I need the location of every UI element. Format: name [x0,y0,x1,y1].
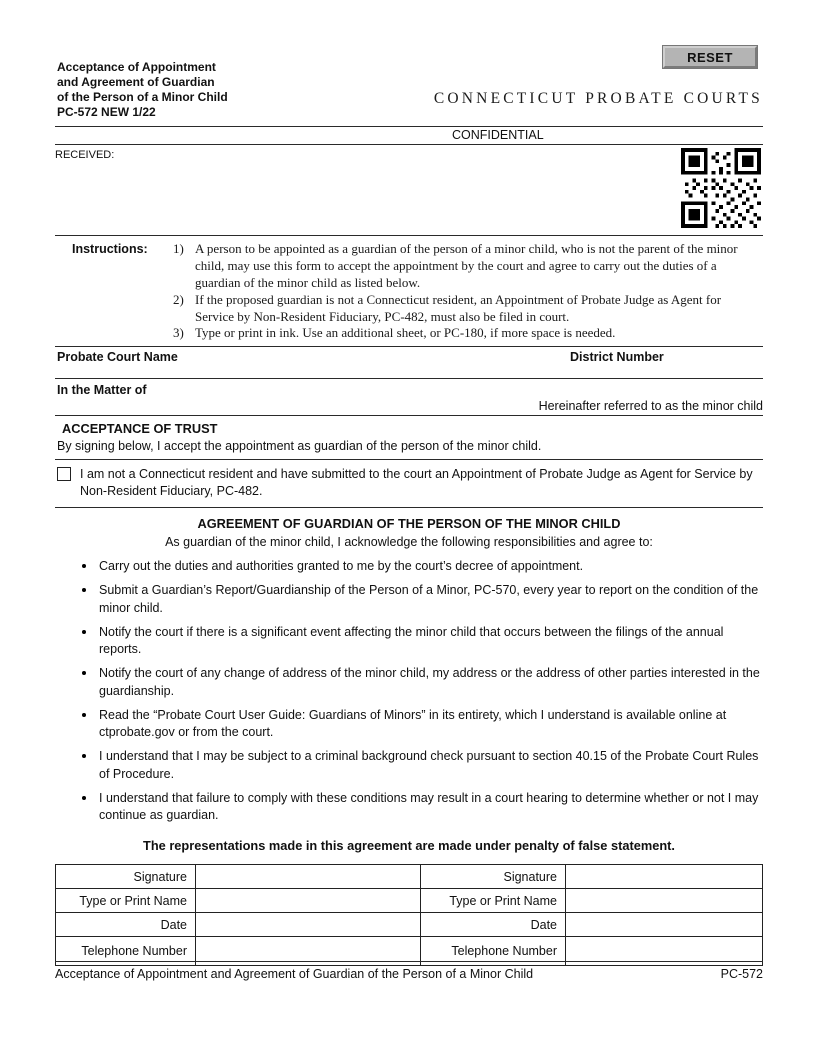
list-item [82,748,761,783]
form-title-line: Acceptance of Appointment [57,60,216,74]
in-the-matter-of-label: In the Matter of [57,383,147,398]
bullet-icon [82,796,86,800]
print-name-label-left: Type or Print Name [56,889,196,913]
date-label-right: Date [421,913,566,937]
confidential-label: CONFIDENTIAL [452,128,544,142]
agreement-intro: As guardian of the minor child, I acknowledge the following responsibilities and agree to: [165,535,653,550]
non-resident-checkbox[interactable] [57,467,71,481]
signature-label-left: Signature [56,865,196,889]
district-number-input[interactable] [515,366,763,378]
court-name-heading: CONNECTICUT PROBATE COURTS [433,90,763,107]
bullet-icon [82,671,86,675]
instruction-item [173,292,763,326]
probate-court-name-label: Probate Court Name [57,350,178,365]
reset-button[interactable]: RESET [663,46,757,68]
table-row [56,865,763,889]
instruction-number: 1) [173,241,184,256]
instruction-number: 3) [173,325,184,341]
bullet-icon [82,754,86,758]
footer-form-number: PC-572 [720,967,763,981]
list-item [82,582,761,617]
received-stamp-area [55,145,763,235]
probate-court-name-input[interactable] [55,366,495,378]
penalty-statement: The representations made in this agreement are made under penalty of false statement. [143,838,675,854]
bullet-text: Notify the court if there is a significant event affecting the minor child that occurs between the filings of the annual reports. [99,624,724,657]
telephone-label-left: Telephone Number [56,937,196,966]
date-label-left: Date [56,913,196,937]
telephone-label-right: Telephone Number [421,937,566,966]
instructions-label: Instructions: [72,242,148,256]
instruction-item [173,241,763,292]
print-name-input-left[interactable] [196,889,421,913]
acceptance-of-trust-heading: ACCEPTANCE OF TRUST [62,421,218,437]
agreement-heading: AGREEMENT OF GUARDIAN OF THE PERSON OF THE MINOR CHILD [197,516,621,532]
matter-row [55,379,763,415]
list-item [82,624,761,659]
form-title-line: and Agreement of Guardian [57,75,215,89]
table-row [56,889,763,913]
date-input-right[interactable] [566,913,763,937]
page-footer [55,961,763,981]
signature-label-right: Signature [421,865,566,889]
form-title [57,60,228,120]
bullet-icon [82,630,86,634]
confidential-row [55,127,763,144]
list-item [82,707,761,742]
form-title-line: of the Person of a Minor Child [57,90,228,104]
instructions-section [55,236,763,346]
instruction-number: 2) [173,291,184,307]
non-resident-checkbox-row [55,460,763,507]
form-header [55,60,763,126]
agreement-bullet-list [55,558,763,824]
signature-input-right[interactable] [566,865,763,889]
table-row [56,913,763,937]
bullet-icon [82,564,86,568]
instruction-item [173,325,763,342]
list-item [82,790,761,825]
bullet-icon [82,713,86,717]
instruction-text: A person to be appointed as a guardian of the person of a minor child, who is not the parent of the minor child, may use this form to accept the appointment by the court and agree to carry out the duties of a guardian of the minor child as listed below. [195,241,738,290]
list-item [82,558,761,575]
bullet-text: I understand that failure to comply with these conditions may result in a court hearing to determine whether or not I may continue as guardian. [99,790,759,823]
bullet-text: Submit a Guardian’s Report/Guardianship of the Person of a Minor, PC-570, every year to report on the condition of the minor child. [99,583,759,615]
signature-input-left[interactable] [196,865,421,889]
non-resident-checkbox-label: I am not a Connecticut resident and have submitted to the court an Appointment of Probate Judge as Agent for Service by Non-Resident Fiduciary, PC-482. [80,467,753,499]
date-input-left[interactable] [196,913,421,937]
bullet-text: Read the “Probate Court User Guide: Guardians of Minors” in its entirety, which I understand is available online at ctprobate.gov or from the court. [99,707,727,740]
instruction-text: Type or print in ink. Use an additional sheet, or PC-180, if more space is needed. [195,325,616,341]
minor-child-name-input[interactable] [185,383,565,397]
print-name-input-right[interactable] [566,889,763,913]
form-number-line: PC-572 NEW 1/22 [57,105,156,119]
qr-code [681,148,761,228]
instruction-text: If the proposed guardian is not a Connecticut resident, an Appointment of Probate Judge as Agent for Service by Non-Resident Fiduciary, PC-482, must also be filed in court. [195,291,722,324]
court-fields-row [55,347,763,378]
bullet-text: I understand that I may be subject to a criminal background check pursuant to section 40.15 of the Probate Court Rules of Procedure. [99,749,759,781]
bullet-icon [82,588,86,592]
bullet-text: Notify the court of any change of address of the minor child, my address or the address of other parties interested in the guardianship. [99,666,760,698]
minor-child-note: Hereinafter referred to as the minor child [538,399,763,414]
signature-table [55,864,763,966]
list-item [82,665,761,700]
footer-form-title: Acceptance of Appointment and Agreement of Guardian of the Person of a Minor Child [55,967,534,981]
print-name-label-right: Type or Print Name [421,889,566,913]
received-label: RECEIVED: [55,149,115,161]
acceptance-body-text: By signing below, I accept the appointment as guardian of the person of the minor child. [57,439,542,454]
bullet-text: Carry out the duties and authorities granted to me by the court’s decree of appointment. [99,559,584,574]
instructions-list [173,241,763,342]
district-number-label: District Number [570,350,664,365]
